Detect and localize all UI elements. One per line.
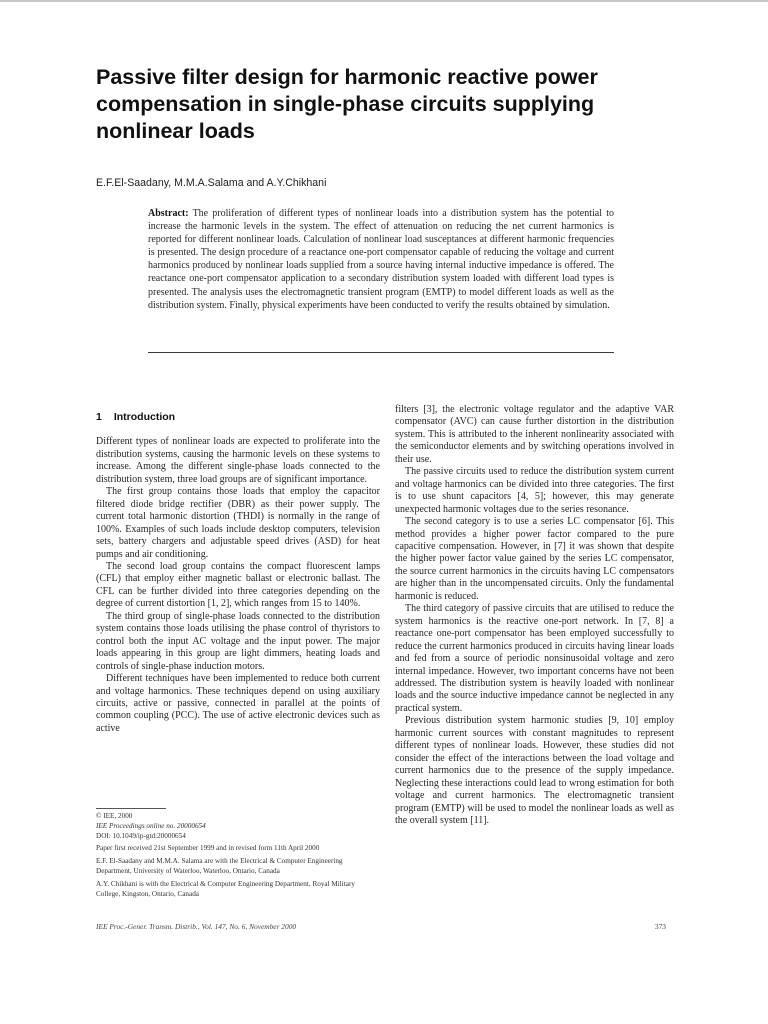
left-paragraph: The first group contains those loads that employ the capacitor filtered diode bridge rectifier (DBR) as their power supply. The current total harmonic distortion (THDI) is normally in the range of 100%. Examples of such loads include desktop computers, television sets, battery chargers and adjustable speed drives (ASD) for heat pumps and air conditioning. xyxy=(96,486,380,560)
abstract xyxy=(148,207,614,312)
section-heading xyxy=(96,411,380,423)
footnote-proceedings: IEE Proceedings online no. 20000654 xyxy=(96,821,206,830)
left-column xyxy=(96,411,380,735)
right-paragraph: The third category of passive circuits that are utilised to reduce the system harmonics is the reactive one-port network. In [7, 8] a reactance one-port compensator has been employed successfully to reduce the current harmonics produced in circuits having linear loads and fed from a source of periodic nonsinusoidal voltage and zero internal impedance. However, two important concerns have not been addressed. The distribution system is heavily loaded with nonlinear loads and the source inductive impedance cannot be neglected in any practical system. xyxy=(395,603,674,714)
right-column xyxy=(395,404,674,827)
left-paragraph: The second load group contains the compact fluorescent lamps (CFL) that employ either magnetic ballast or electronic ballast. The CFL can be further divided into three categories depending on the degree of current distortion [1, 2], which ranges from 15 to 140%. xyxy=(96,560,380,610)
left-paragraph: The third group of single-phase loads connected to the distribution system contains those loads utilising the phase control of thyristors to control both the input AC voltage and the input power. The major loads appearing in this group are light dimmers, heating loads and controls of single-phase induction motors. xyxy=(96,610,380,672)
footnote-affiliation-2: A.Y. Chikhani is with the Electrical & Computer Engineering Department, Royal Military College, Kingston, Ontario, Canada xyxy=(96,879,355,898)
right-paragraph: filters [3], the electronic voltage regulator and the adaptive VAR compensator (AVC) can cause further distortion in the distribution system. This is attributed to the inherent nonlinearity associated with the semiconductor elements and by switching operations involved in their use. xyxy=(395,404,674,465)
section-number: 1 xyxy=(96,411,102,423)
right-paragraph: The second category is to use a series LC compensator [6]. This method provides a higher power factor compared to the pure capacitive compensation. However, in [7] it was shown that despite the higher power factor value gained by the series LC compensator, the source current harmonics in the circuits having LC compensators are higher than in the uncompensated circuits. Only the fundamental harmonic is reduced. xyxy=(395,516,674,602)
paper-authors: E.F.El-Saadany, M.M.A.Salama and A.Y.Chikhani xyxy=(96,177,327,189)
paper-title: Passive filter design for harmonic reactive power compensation in single-phase circuits supplying nonlinear loads xyxy=(96,65,598,143)
footnote-received: Paper first received 21st September 1999 and in revised form 11th April 2000 xyxy=(96,844,320,853)
abstract-divider xyxy=(148,352,614,353)
abstract-label: Abstract: xyxy=(148,208,189,219)
page-number: 373 xyxy=(654,922,666,931)
right-paragraph: The passive circuits used to reduce the distribution system current and voltage harmonics can be divided into three categories. The first is to use shunt capacitors [4, 5]; however, this may generate unexpected harmonic voltages due to the series resonance. xyxy=(395,466,674,515)
footnotes xyxy=(96,812,380,899)
journal-citation: IEE Proc.-Gener. Transm. Distrib., Vol. 147, No. 6, November 2000 xyxy=(96,922,297,931)
left-paragraph: Different techniques have been implemented to reduce both current and voltage harmonics. These techniques depend on using auxiliary circuits, active or passive, connected in parallel at the points of common coupling (PCC). The use of active electronic devices such as active xyxy=(96,673,380,734)
right-paragraph: Previous distribution system harmonic studies [9, 10] employ harmonic current sources with constant magnitudes to represent different types of nonlinear loads. However, these studies did not consider the effect of the interactions between the load voltage and current harmonics due to the presence of the supply impedance. Neglecting these interactions could lead to wrong estimation for both voltage and current harmonics. The electromagnetic transient program (EMTP) will be used to model the nonlinear loads as well as the overall system [11]. xyxy=(395,715,674,826)
footnote-affiliation-1: E.F. El-Saadany and M.M.A. Salama are with the Electrical & Computer Engineering Department, University of Waterloo, Waterloo, Ontario, Canada xyxy=(96,857,343,875)
left-paragraph: Different types of nonlinear loads are expected to proliferate into the distribution systems, causing the harmonic levels on these systems to increase. Among the different single-phase loads connected to the distribution system, three load groups are of significant importance. xyxy=(96,436,380,485)
footnote-copyright: © IEE, 2000 xyxy=(96,812,133,820)
footnote-rule xyxy=(96,808,166,809)
page-footer xyxy=(96,922,666,934)
abstract-text: The proliferation of different types of nonlinear loads into a distribution system has the potential to increase the harmonic levels in the system. The effect of attenuation on reducing the net current harmonics is reported for different nonlinear loads. Calculation of nonlinear load susceptances at different harmonic frequencies is presented. The design procedure of a reactance one-port compensator capable of reducing the voltage and current harmonics produced by nonlinear loads supplied from a source having internal inductive impedance is offered. The reactance one-port compensator application to a secondary distribution system loaded with different load types is presented. The analysis uses the electromagnetic transient program (EMTP) to model different loads as well as the distribution system. Finally, physical experiments have been conducted to verify the results obtained by simulation. xyxy=(148,208,614,311)
footnote-doi: DOI: 10.1049/ip-gtd:20000654 xyxy=(96,831,186,840)
top-edge-line xyxy=(0,0,768,2)
section-title: Introduction xyxy=(113,411,176,423)
